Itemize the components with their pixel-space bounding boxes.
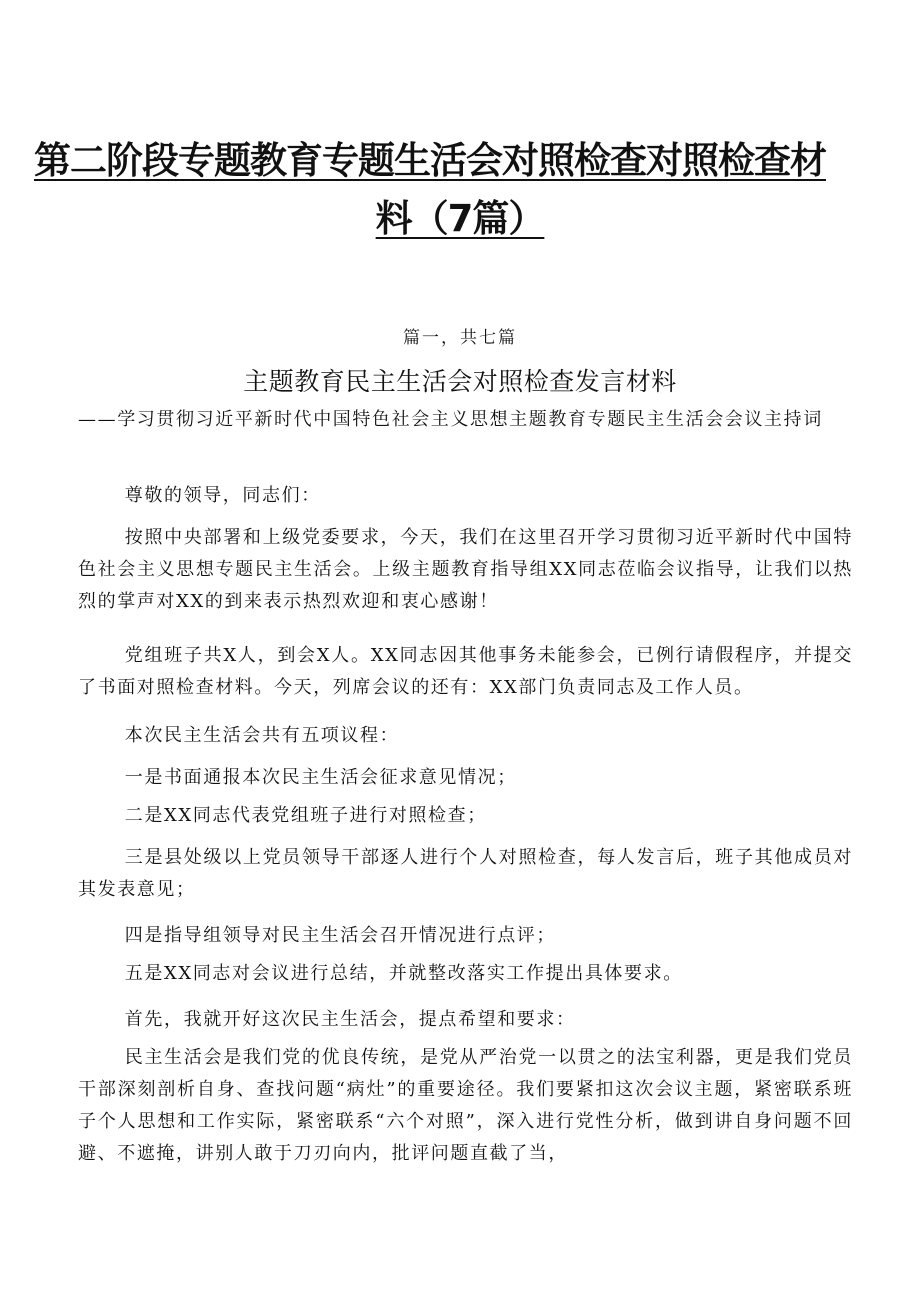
agenda-item-4: 四是指导组领导对民主生活会召开情况进行点评； (124, 925, 556, 946)
agenda-item-1: 一是书面通报本次民主生活会征求意见情况； (124, 767, 517, 788)
agenda-item-3: 三是县处级以上党员领导干部逐人进行个人对照检查，每人发言后，班子其他成员对其发表意见； (78, 847, 853, 900)
paragraph-requirements: 民主生活会是我们党的优良传统，是党从严治党一以贯之的法宝利器，更是我们党员干部深刻剖析自身、查找问题“病灶”的重要途径。我们要紧扣这次会议主题，紧密联系班子个人思想和工作实际，紧密联系“六个对照”，深入进行党性分析，做到讲自身问题不回避、不遮掩，讲别人敢于刀刃向内，批评问题直截了当， (78, 1047, 853, 1164)
paragraph-requirements-intro: 首先，我就开好这次民主生活会，提点希望和要求： (124, 1009, 576, 1030)
subtitle: ——学习贯彻习近平新时代中国特色社会主义思想主题教育专题民主生活会会议主持词 (78, 409, 823, 430)
agenda-item-5: 五是XX同志对会议进行总结，并就整改落实工作提出具体要求。 (124, 963, 683, 984)
document-title-text-2: 料（7篇） (375, 197, 545, 240)
document-title-line-1 (0, 130, 890, 184)
paragraph-opening: 按照中央部署和上级党委要求，今天，我们在这里召开学习贯彻习近平新时代中国特色社会主义思想专题民主生活会。上级主题教育指导组XX同志莅临会议指导，让我们以热烈的掌声对XX的到来表示热烈欢迎和衷心感谢！ (78, 527, 853, 612)
paragraph-attendance: 党组班子共X人，到会X人。XX同志因其他事务未能参会，已例行请假程序，并提交了书面对照检查材料。今天，列席会议的还有：XX部门负责同志及工作人员。 (78, 645, 853, 698)
paragraph-greeting: 尊敬的领导，同志们： (124, 485, 321, 506)
chapter-label: 篇一，共七篇 (403, 328, 517, 348)
section-heading: 主题教育民主生活会对照检查发言材料 (243, 367, 677, 396)
document-title-text-1: 第二阶段专题教育专题生活会对照检查对照检查材 (34, 139, 826, 182)
paragraph-agenda-intro: 本次民主生活会共有五项议程： (124, 725, 400, 746)
document-title-line-2 (0, 188, 920, 242)
agenda-item-2: 二是XX同志代表党组班子进行对照检查； (124, 805, 487, 826)
